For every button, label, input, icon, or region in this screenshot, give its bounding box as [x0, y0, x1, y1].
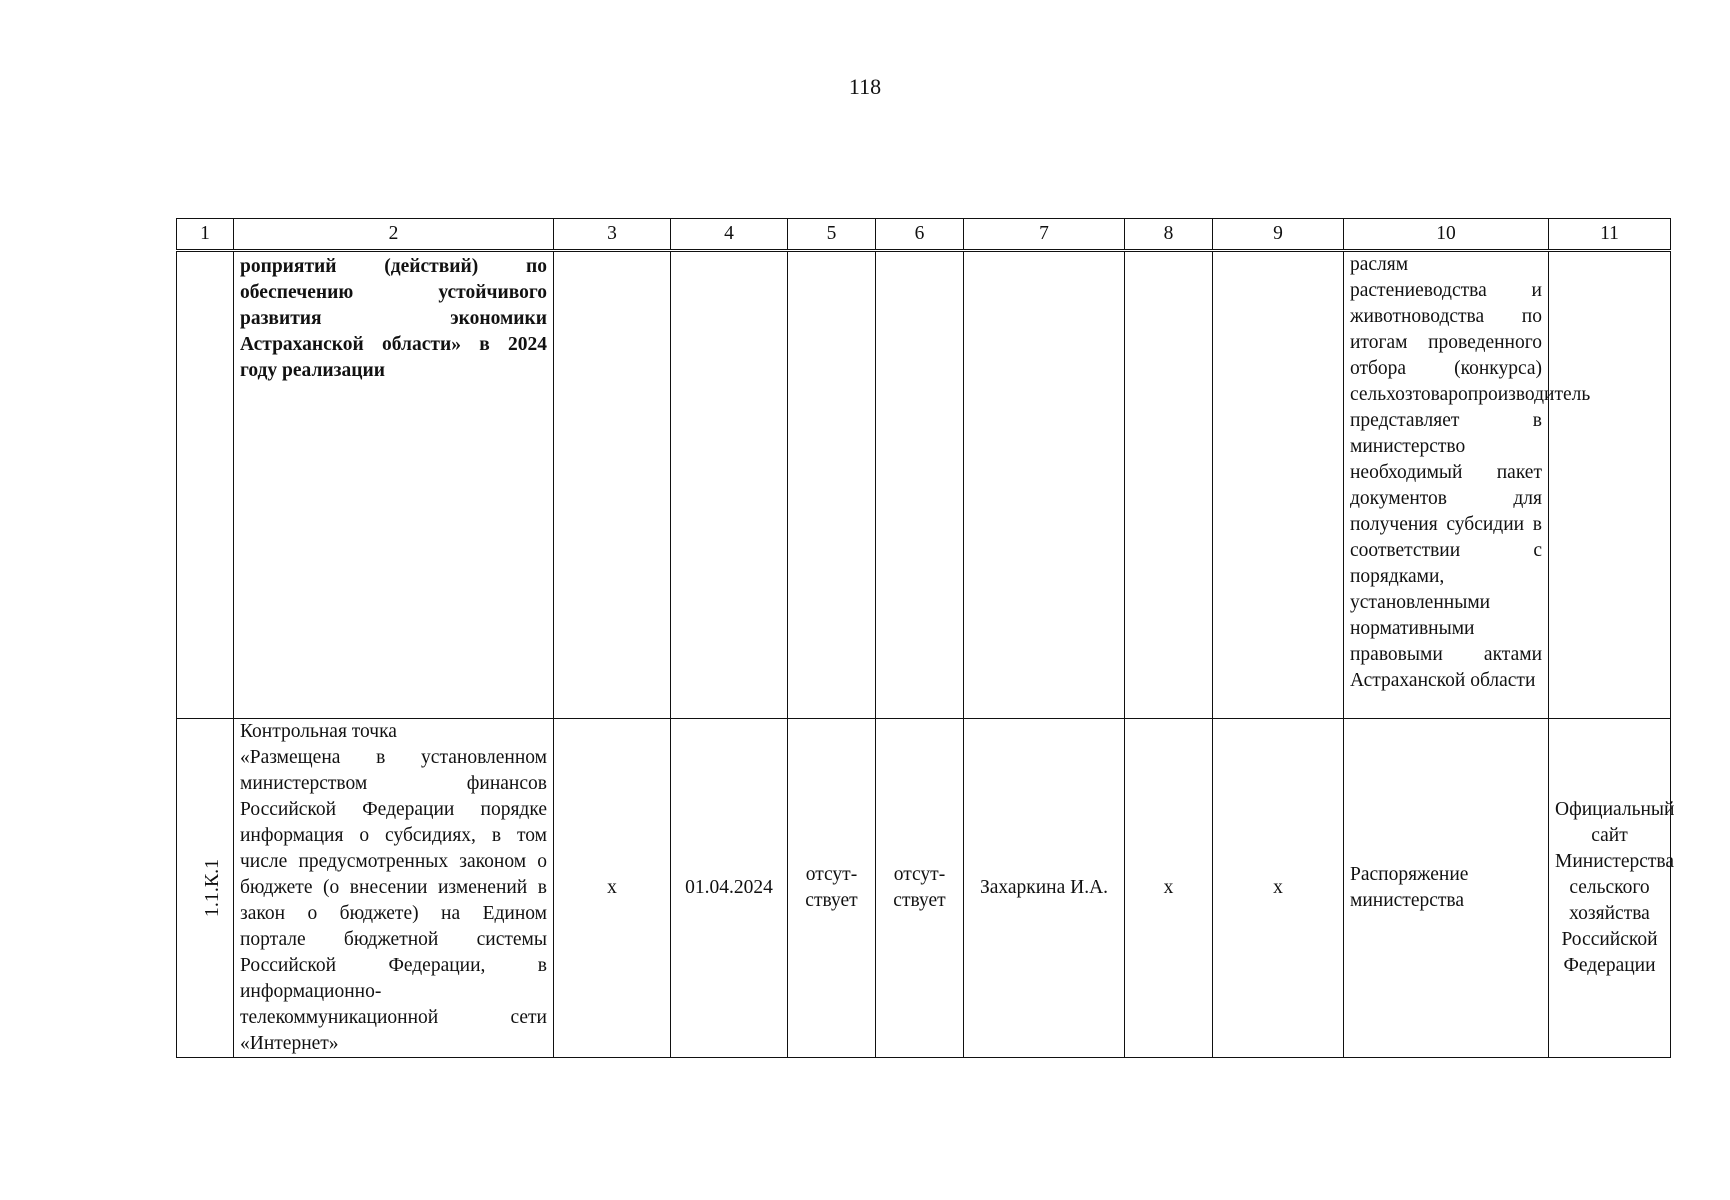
control-point-text: «Размещена в установленном министерством финансов Российской Федерации порядке информация о субсидиях, в том числе предусмотренных законом о бюджете (о внесении изменений в закон о бюджете) на Едином портале бюджетной системы Российской Федерации, в информационно-телекоммуникационной сети «Интернет» — [240, 747, 547, 1054]
control-point-col8: х — [1125, 719, 1213, 1058]
control-point-date: 01.04.2024 — [671, 719, 788, 1058]
cont-cell-11 — [1549, 251, 1671, 719]
column-number-10: 10 — [1344, 219, 1549, 251]
cont-cell-7 — [964, 251, 1125, 719]
column-number-7: 7 — [964, 219, 1125, 251]
column-number-8: 8 — [1125, 219, 1213, 251]
column-number-5: 5 — [788, 219, 876, 251]
column-number-1: 1 — [177, 219, 234, 251]
column-number-4: 4 — [671, 219, 788, 251]
cont-cell-6 — [876, 251, 964, 719]
column-number-11: 11 — [1549, 219, 1671, 251]
control-point-responsible: Захаркина И.А. — [964, 719, 1125, 1058]
cont-description: раслям растениеводства и животноводства по итогам проведенного отбора (конкурса) сельхозтоваропроизводитель представляет в министерство необходимый пакет документов для получения субсидии в соответствии с порядками, установленными нормативными правовыми актами Астраханской области — [1344, 251, 1549, 719]
cont-cell-4 — [671, 251, 788, 719]
control-point-row — [177, 719, 1671, 1058]
control-point-col3: х — [554, 719, 671, 1058]
control-point-document: Распоряжение министерства — [1344, 719, 1549, 1058]
column-number-6: 6 — [876, 219, 964, 251]
cont-cell-1 — [177, 251, 234, 719]
control-point-number: 1.1.К.1 — [201, 858, 224, 917]
column-number-3: 3 — [554, 219, 671, 251]
page-number: 118 — [848, 74, 882, 99]
control-point-info-system: Официальный сайт Министерства сельского хозяйства Российской Федерации — [1549, 719, 1671, 1058]
cont-cell-5 — [788, 251, 876, 719]
plan-table — [176, 218, 1675, 1058]
cont-cell-9 — [1213, 251, 1344, 719]
column-number-row — [177, 219, 1671, 251]
control-point-col6: отсут- ствует — [876, 719, 964, 1058]
column-number-9: 9 — [1213, 219, 1344, 251]
control-point-title: Контрольная точка — [240, 721, 397, 742]
cont-cell-8 — [1125, 251, 1213, 719]
control-point-col9: х — [1213, 719, 1344, 1058]
control-point-col5: отсут- ствует — [788, 719, 876, 1058]
cont-event-name: роприятий (действий) по обеспечению устойчивого развития экономики Астраханской области» в 2024 году реализации — [234, 251, 554, 719]
cont-cell-3 — [554, 251, 671, 719]
control-point-description-cell — [234, 719, 554, 1058]
control-point-number-cell — [177, 719, 234, 1058]
continuation-row — [177, 251, 1671, 719]
column-number-2: 2 — [234, 219, 554, 251]
